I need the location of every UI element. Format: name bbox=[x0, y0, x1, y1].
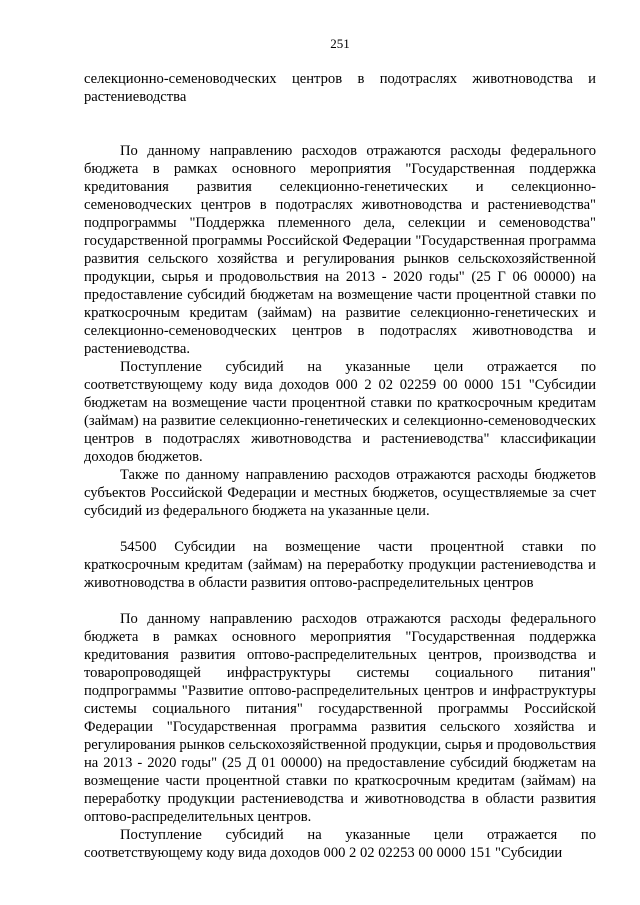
paragraph-gap bbox=[84, 124, 596, 142]
paragraph-regional-budgets-1: Также по данному направлению расходов отражаются расходы бюджетов субъектов Российской Федерации и местных бюджетов, осуществляемые за счет субсидий из федерального бюджета на указанные цели. bbox=[84, 467, 596, 519]
section-heading-continuation: селекционно-семеноводческих центров в подотраслях животноводства и растениеводства bbox=[84, 71, 596, 105]
paragraph-gap bbox=[84, 592, 596, 610]
page-number: 251 bbox=[330, 36, 350, 51]
paragraph-revenue-code-1: Поступление субсидий на указанные цели отражается по соответствующему коду вида доходов 000 2 02 02259 00 0000 151 "Субсидии бюджетам на возмещение части процентной ставки по краткосрочным кредитам (займам) на развитие селекционно-генетических и селекционно-семеноводческих центров в подотраслях животноводства и растениеводства" классификации доходов бюджетов. bbox=[84, 359, 596, 465]
section-heading-54500: 54500 Субсидии на возмещение части процентной ставки по краткосрочным кредитам (займам) на переработку продукции растениеводства и животноводства в области развития оптово-распределительных центров bbox=[84, 539, 596, 591]
paragraph-revenue-code-2: Поступление субсидий на указанные цели отражается по соответствующему коду вида доходов 000 2 02 02253 00 0000 151 "Субсидии bbox=[84, 827, 596, 861]
document-page bbox=[84, 0, 596, 905]
paragraph-gap bbox=[84, 520, 596, 538]
paragraph-gap bbox=[84, 106, 596, 124]
document-body bbox=[84, 70, 596, 862]
paragraph-expenses-description-1: По данному направлению расходов отражаются расходы федерального бюджета в рамках основного мероприятия "Государственная поддержка кредитования развития селекционно-генетических и селекционно-семеноводческих центров в подотраслях животноводства и растениеводства" подпрограммы "Поддержка племенного дела, селекции и семеноводства" государственной программы Российской Федерации "Государственная программа развития сельского хозяйства и регулирования рынков сельскохозяйственной продукции, сырья и продовольствия на 2013 - 2020 годы" (25 Г 06 00000) на предоставление субсидий бюджетам на возмещение части процентной ставки по краткосрочным кредитам (займам) на развитие селекционно-генетических и селекционно-семеноводческих центров в подотраслях животноводства и растениеводства. bbox=[84, 143, 596, 357]
paragraph-expenses-description-2: По данному направлению расходов отражаются расходы федерального бюджета в рамках основного мероприятия "Государственная поддержка кредитования развития оптово-распределительных центров, производства и товаропроводящей инфраструктуры системы социального питания" подпрограммы "Развитие оптово-распределительных центров и инфраструктуры системы социального питания" государственной программы Российской Федерации "Государственная программа развития сельского хозяйства и регулирования рынков сельскохозяйственной продукции, сырья и продовольствия на 2013 - 2020 годы" (25 Д 01 00000) на предоставление субсидий бюджетам на возмещение части процентной ставки по краткосрочным кредитам (займам) на переработку продукции растениеводства и животноводства в области развития оптово-распределительных центров. bbox=[84, 611, 596, 825]
